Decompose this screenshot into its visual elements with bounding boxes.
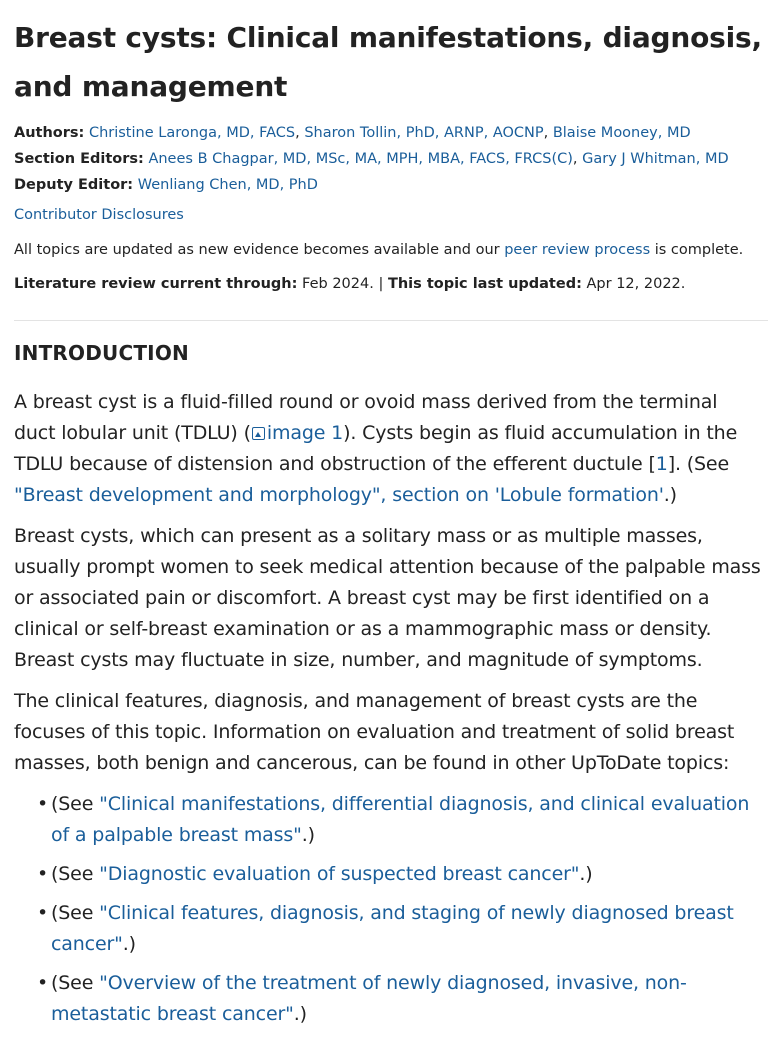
authors-row: Authors: Christine Laronga, MD, FACS, Sharon Tollin, PhD, ARNP, AOCNP, Blaise Mooney, MD [14,125,691,141]
literature-review-date: Feb 2024. [302,276,374,292]
deputy-editor-label: Deputy Editor: [14,177,134,193]
notice-text-before: All topics are updated as new evidence becomes available and our [14,242,505,258]
deputy-editor-link[interactable]: Wenliang Chen, MD, PhD [137,177,318,193]
breast-development-link[interactable]: "Breast development and morphology", section on 'Lobule formation' [14,484,664,506]
list-item [37,898,764,960]
bullet: • [37,863,49,885]
literature-review-label: Literature review current through: [14,276,298,292]
bullet: • [37,793,49,815]
related-topic-link[interactable]: "Clinical manifestations, differential diagnosis, and clinical evaluation of a palpable breast mass" [51,793,750,846]
author-link-2[interactable]: Sharon Tollin, PhD, ARNP, AOCNP [304,125,544,141]
list-item-suffix: .) [293,1003,307,1025]
intro-paragraph-3: The clinical features, diagnosis, and management of breast cysts are the focuses of this topic. Information on evaluation and treatment of solid breast masses, both benign and cancerous, can be found in other UpToDate topics: [14,690,735,774]
byline [14,120,764,198]
list-item-prefix: (See [51,793,100,815]
list-item [37,859,764,890]
list-item-prefix: (See [51,863,100,885]
section-editors-row: Section Editors: Anees B Chagpar, MD, MSc, MA, MPH, MBA, FACS, FRCS(C), Gary J Whitman, MD [14,151,729,167]
list-item-suffix: .) [301,824,315,846]
list-item-suffix: .) [122,933,136,955]
intro-paragraph-1 [14,387,764,511]
authors-label: Authors: [14,125,85,141]
section-editors-label: Section Editors: [14,151,144,167]
review-dates [14,274,764,294]
last-updated-label: This topic last updated: [387,276,582,292]
contributor-disclosures-link[interactable]: Contributor Disclosures [14,207,184,223]
notice-text-after: is complete. [650,242,744,258]
list-item-suffix: .) [579,863,593,885]
section-editor-link-1[interactable]: Anees B Chagpar, MD, MSc, MA, MPH, MBA, FACS, FRCS(C) [148,151,573,167]
intro-paragraph-2: Breast cysts, which can present as a solitary mass or as multiple masses, usually prompt women to seek medical attention because of the palpable mass or associated pain or discomfort. A breast cyst may be first identified on a clinical or self-breast examination or as a mammographic mass or density. Breast cysts may fluctuate in size, number, and magnitude of symptoms. [14,525,761,671]
last-updated-date: Apr 12, 2022. [586,276,686,292]
review-separator: | [373,276,388,292]
list-item [37,968,764,1030]
related-topic-link[interactable]: "Overview of the treatment of newly diagnosed, invasive, non-metastatic breast cancer" [51,972,687,1025]
list-item-prefix: (See [51,902,100,924]
image-icon[interactable] [252,427,265,440]
author-link-1[interactable]: Christine Laronga, MD, FACS [88,125,296,141]
related-topic-link[interactable]: "Diagnostic evaluation of suspected breast cancer" [99,863,580,885]
peer-review-link[interactable]: peer review process [504,242,651,258]
bullet: • [37,902,49,924]
deputy-editor-row [14,172,764,198]
update-notice [14,240,764,260]
p1-text-2: ). Cysts begin as fluid accumulation in the TDLU because of distension and obstruction of the efferent ductule [ [14,422,738,475]
p1-text-3: ]. (See [667,453,729,475]
section-divider [14,320,768,321]
list-item [37,789,764,851]
related-topic-link[interactable]: "Clinical features, diagnosis, and staging of newly diagnosed breast cancer" [51,902,734,955]
bullet: • [37,972,49,994]
page-title: Breast cysts: Clinical manifestations, diagnosis, and management [14,21,762,103]
section-heading-introduction: INTRODUCTION [14,341,189,365]
reference-1-link[interactable]: 1 [655,453,668,475]
contributor-disclosures-row [14,205,764,225]
topic-page [0,13,764,1030]
section-editor-link-2[interactable]: Gary J Whitman, MD [582,151,729,167]
author-link-3[interactable]: Blaise Mooney, MD [552,125,691,141]
p1-text-1: A breast cyst is a fluid-filled round or ovoid mass derived from the terminal duct lobular unit (TDLU) ( [14,391,718,444]
p1-text-4: .) [663,484,677,506]
image-1-link[interactable]: image 1 [266,422,344,444]
list-item-prefix: (See [51,972,100,994]
related-topics-list [14,789,764,1030]
